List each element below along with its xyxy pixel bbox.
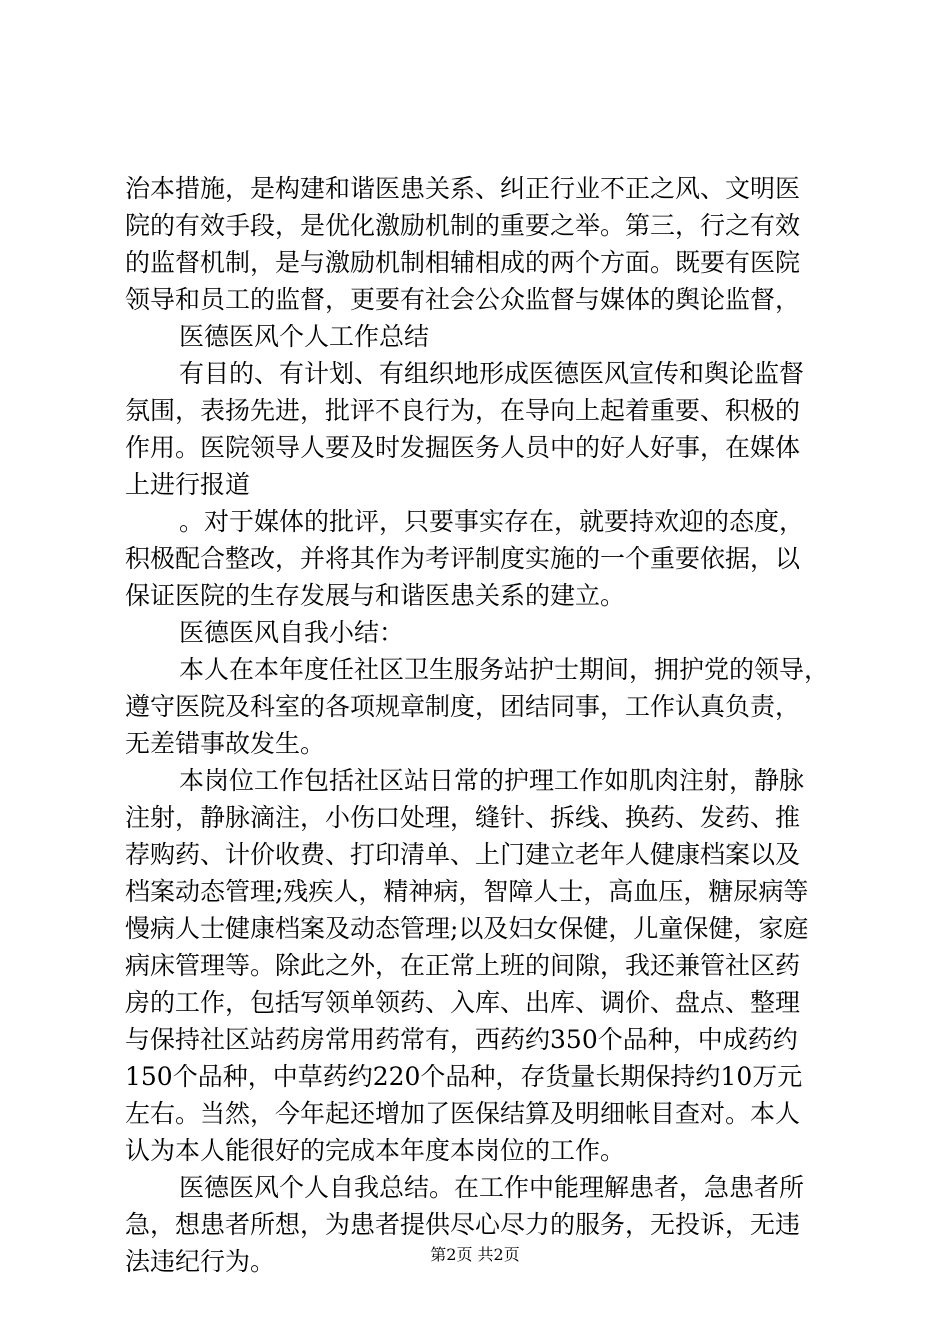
body-line: 治本措施，是构建和谐医患关系、纠正行业不正之风、文明医 xyxy=(125,174,801,203)
body-line: 医德医风个人自我总结。在工作中能理解患者，急患者所 xyxy=(179,1173,805,1202)
body-line: 本岗位工作包括社区站日常的护理工作如肌肉注射，静脉 xyxy=(179,766,805,795)
document-body xyxy=(125,170,841,1280)
body-line: 。对于媒体的批评，只要事实存在，就要持欢迎的态度， xyxy=(179,507,805,536)
body-line: 院的有效手段，是优化激励机制的重要之举。第三，行之有效 xyxy=(125,211,801,240)
section-heading: 医德医风个人工作总结 xyxy=(179,322,430,351)
body-line: 急，想患者所想，为患者提供尽心尽力的服务，无投诉，无违 xyxy=(125,1210,801,1239)
body-line: 作用。医院领导人要及时发掘医务人员中的好人好事，在媒体 xyxy=(125,433,801,462)
body-line: 慢病人士健康档案及动态管理;以及妇女保健，儿童保健，家庭 xyxy=(125,914,809,943)
body-line: 荐购药、计价收费、打印清单、上门建立老年人健康档案以及 xyxy=(125,840,801,869)
body-line: 左右。当然，今年起还增加了医保结算及明细帐目查对。本人 xyxy=(125,1099,801,1128)
body-line: 积极配合整改，并将其作为考评制度实施的一个重要依据，以 xyxy=(125,544,801,573)
body-line: 氛围，表扬先进，批评不良行为，在导向上起着重要、积极的 xyxy=(125,396,801,425)
body-line: 有目的、有计划、有组织地形成医德医风宣传和舆论监督 xyxy=(179,359,805,388)
section-heading: 医德医风自我小结： xyxy=(179,618,405,647)
body-line: 150个品种，中草药约220个品种，存货量长期保持约10万元 xyxy=(125,1062,803,1091)
body-line: 遵守医院及科室的各项规章制度，团结同事，工作认真负责， xyxy=(125,692,801,721)
body-line: 与保持社区站药房常用药常有，西药约350个品种，中成药约 xyxy=(125,1025,798,1054)
body-line: 病床管理等。除此之外，在正常上班的间隙，我还兼管社区药 xyxy=(125,951,801,980)
body-line: 无差错事故发生。 xyxy=(125,729,326,758)
page-footer: 第2页 共2页 xyxy=(430,1245,520,1264)
body-line: 认为本人能很好的完成本年度本岗位的工作。 xyxy=(125,1136,626,1165)
body-line: 法违纪行为。 xyxy=(125,1247,276,1276)
body-line: 的监督机制，是与激励机制相辅相成的两个方面。既要有医院 xyxy=(125,248,801,277)
body-line: 本人在本年度任社区卫生服务站护士期间，拥护党的领导， xyxy=(179,655,830,684)
body-line: 上进行报道 xyxy=(125,470,251,499)
body-line: 领导和员工的监督，更要有社会公众监督与媒体的舆论监督， xyxy=(125,285,801,314)
body-line: 保证医院的生存发展与和谐医患关系的建立。 xyxy=(125,581,626,610)
body-line: 注射，静脉滴注，小伤口处理，缝针、拆线、换药、发药、推 xyxy=(125,803,801,832)
body-line: 档案动态管理;残疾人，精神病，智障人士，高血压，糖尿病等 xyxy=(125,877,809,906)
body-line: 房的工作，包括写领单领药、入库、出库、调价、盘点、整理 xyxy=(125,988,801,1017)
